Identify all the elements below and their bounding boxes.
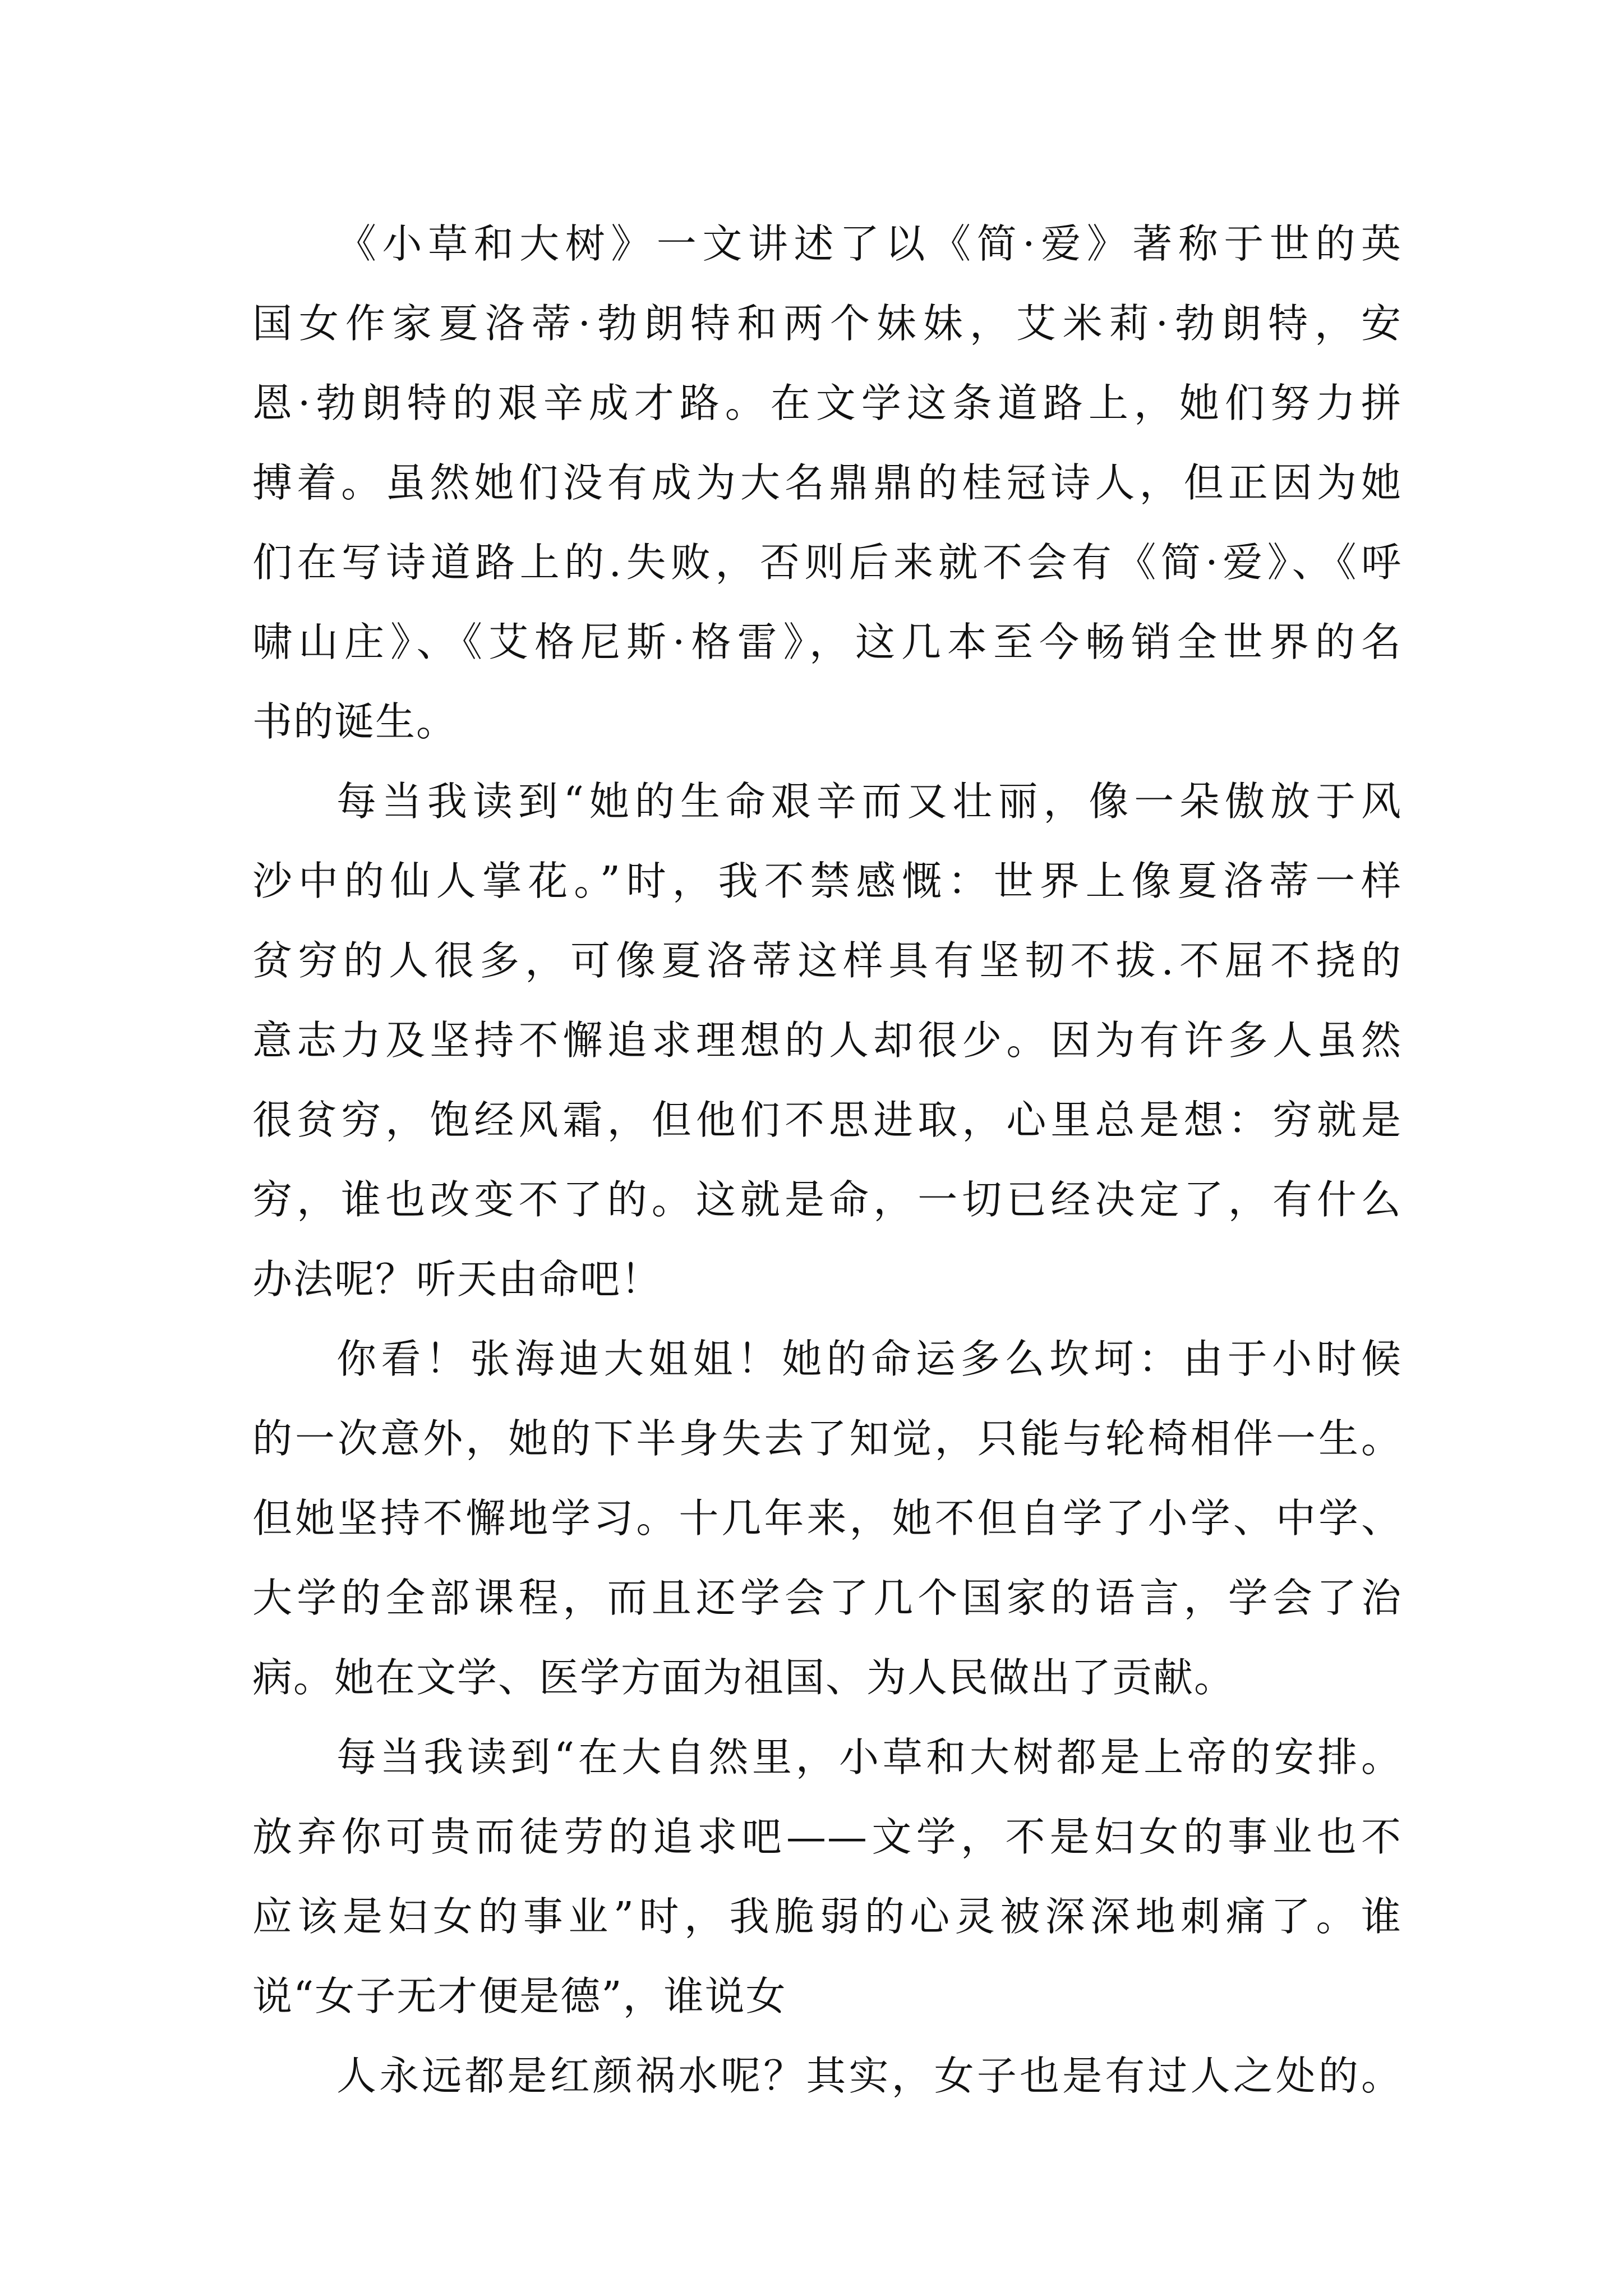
paragraph-1-line-7: 书的诞生。	[252, 698, 458, 745]
paragraph-3-line-1: 你看！张海迪大姐姐！她的命运多么坎坷：由于小时候	[336, 1336, 1402, 1382]
paragraph-2-line-2: 沙中的仙人掌花。”时，我不禁感慨：世界上像夏洛蒂一样	[252, 858, 1402, 904]
paragraph-1-line-2: 国女作家夏洛蒂·勃朗特和两个妹妹，艾米莉·勃朗特，安	[252, 300, 1402, 347]
paragraph-2-line-5: 很贫穷，饱经风霜，但他们不思进取，心里总是想：穷就是	[252, 1097, 1402, 1143]
paragraph-4-line-3: 应该是妇女的事业”时，我脆弱的心灵被深深地刺痛了。谁	[252, 1893, 1402, 1940]
paragraph-1-line-1: 《小草和大树》一文讲述了以《简·爱》著称于世的英	[336, 220, 1402, 267]
paragraph-3-line-3: 但她坚持不懈地学习。十几年来，她不但自学了小学、中学、	[252, 1495, 1402, 1542]
paragraph-1-line-6: 啸山庄》、《艾格尼斯·格雷》，这几本至今畅销全世界的名	[252, 619, 1402, 665]
paragraph-5-line-1: 人永远都是红颜祸水呢？其实，女子也是有过人之处的。	[336, 2053, 1402, 2099]
paragraph-2-line-1: 每当我读到“她的生命艰辛而又壮丽，像一朵傲放于风	[336, 778, 1402, 825]
paragraph-2-line-7: 办法呢？听天由命吧！	[252, 1256, 662, 1303]
paragraph-3-line-5: 病。她在文学、医学方面为祖国、为人民做出了贡献。	[252, 1654, 1235, 1701]
paragraph-4-line-1: 每当我读到“在大自然里，小草和大树都是上帝的安排。	[336, 1734, 1402, 1780]
paragraph-2-line-6: 穷，谁也改变不了的。这就是命，一切已经决定了，有什么	[252, 1176, 1402, 1223]
paragraph-4-line-4: 说“女子无才便是德”，谁说女	[252, 1973, 787, 2019]
paragraph-1-line-4: 搏着。虽然她们没有成为大名鼎鼎的桂冠诗人，但正因为她	[252, 459, 1402, 506]
paragraph-2-line-3: 贫穷的人很多，可像夏洛蒂这样具有坚韧不拔.不屈不挠的	[252, 937, 1402, 984]
paragraph-2-line-4: 意志力及坚持不懈追求理想的人却很少。因为有许多人虽然	[252, 1017, 1402, 1064]
paragraph-4-line-2: 放弃你可贵而徒劳的追求吧——文学，不是妇女的事业也不	[252, 1814, 1402, 1860]
paragraph-3-line-4: 大学的全部课程，而且还学会了几个国家的语言，学会了治	[252, 1575, 1402, 1621]
paragraph-1-line-5: 们在写诗道路上的.失败，否则后来就不会有《简·爱》、《呼	[252, 539, 1402, 586]
paragraph-1-line-3: 恩·勃朗特的艰辛成才路。在文学这条道路上，她们努力拼	[252, 380, 1402, 426]
paragraph-3-line-2: 的一次意外，她的下半身失去了知觉，只能与轮椅相伴一生。	[252, 1415, 1402, 1462]
